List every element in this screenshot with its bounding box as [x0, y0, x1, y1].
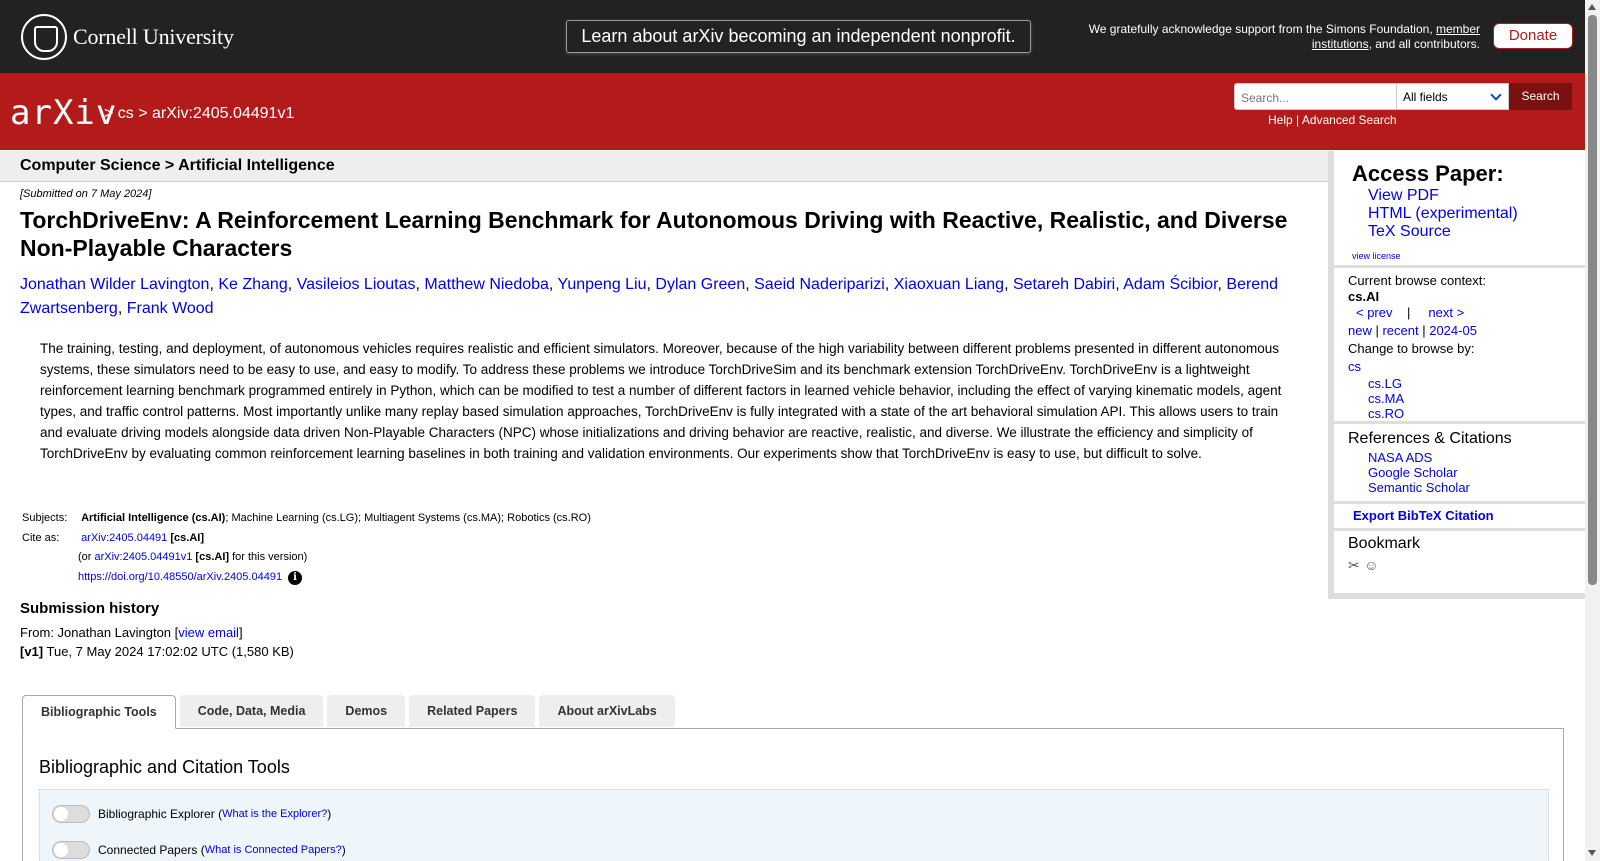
search-input[interactable]: Search... [1234, 83, 1397, 110]
panel-title: Bibliographic and Citation Tools [39, 757, 290, 777]
member-institutions-link[interactable]: member institutions [1311, 22, 1480, 51]
semantic-scholar-link[interactable]: Semantic Scholar [1368, 480, 1470, 495]
browse-cs-lg-link[interactable]: cs.LG [1368, 376, 1402, 391]
chevron-down-icon [1490, 89, 1501, 100]
search-field-select[interactable]: All fields [1396, 83, 1509, 110]
subjects-label: Subjects: [22, 512, 68, 524]
tex-source-link[interactable]: TeX Source [1368, 223, 1451, 240]
author-link[interactable]: Yunpeng Liu [557, 276, 647, 293]
arxiv-header [0, 73, 1585, 150]
view-license-link[interactable]: view license [1352, 251, 1401, 261]
cornell-topbar [0, 0, 1585, 73]
author-link[interactable]: Jonathan Wilder Lavington [20, 276, 210, 293]
search-button[interactable]: Search [1509, 83, 1572, 110]
tab-panel [22, 728, 1564, 861]
browse-cs-ro-link[interactable]: cs.RO [1368, 406, 1405, 421]
view-pdf-link[interactable]: View PDF [1368, 187, 1439, 204]
arxiv-logo[interactable]: arXiv [10, 93, 118, 133]
version-v1: [v1] Tue, 7 May 2024 17:02:02 UTC (1,580 KB) [20, 644, 294, 659]
references-box [1334, 424, 1586, 501]
cornell-logo[interactable] [21, 13, 234, 60]
labs-tabs [22, 695, 679, 729]
page-scrollbar[interactable] [1585, 0, 1600, 861]
context-value: cs.AI [1348, 289, 1380, 304]
author-list: Jonathan Wilder Lavington, Ke Zhang, Vasileios Lioutas, Matthew Niedoba, Yunpeng Liu, Dylan Green, Saeid Naderiparizi, Xiaoxuan Liang, Setareh Dabiri, Adam Ścibior, Berend Zwartsenberg, Frank Wood [20, 276, 1278, 317]
explorer-help-link[interactable]: What is the Explorer? [222, 808, 328, 820]
scroll-thumb[interactable] [1588, 15, 1597, 585]
author-link[interactable]: Adam Ścibior [1123, 276, 1218, 293]
sidebar [1328, 151, 1586, 599]
category-heading: Computer Science > Artificial Intelligence [0, 151, 1328, 182]
reddit-icon[interactable]: ☺ [1364, 557, 1379, 573]
cite-label: Cite as: [22, 531, 60, 544]
cornell-wordmark: Cornell University [73, 23, 234, 49]
author-link[interactable]: Ke Zhang [218, 276, 288, 293]
access-paper-title: Access Paper: [1352, 161, 1504, 186]
paper-metadata: Subjects: Artificial Intelligence (cs.AI); Machine Learning (cs.LG); Multiagent Systems (cs.MA); Robotics (cs.RO) Cite as: arXiv:2405.04491 [cs.AI] (or arXiv:2405.04491v1 [cs.AI] for this version) https://doi.org/10.48550/arXiv.2405.04491 i [20, 509, 591, 587]
abstract: The training, testing, and deployment, of autonomous vehicles requires realistic and efficient simulators. Moreover, because of the high variability between different problems presented in different autonomous systems, these simulators need to be easy to use, and easy to modify. To address these problems we introduce TorchDriveSim and its benchmark extension TorchDriveEnv. TorchDriveEnv is a lightweight reinforcement learning benchmark programmed entirely in Python, which can be modified to test a number of different factors in learned vehicle behavior, including the effect of varying kinematic models, agent types, and traffic control patterns. Most importantly unlike many replay based simulation approaches, TorchDriveEnv is fully integrated with a state of the art behavioral simulation API. This allows users to train and evaluate driving models alongside data driven Non-Playable Characters (NPC) whose initializations and driving behavior are reactive, realistic, and diverse. We illustrate the efficiency and simplicity of TorchDriveEnv by evaluating common reinforcement learning baselines in both training and validation environments. Our experiments show that TorchDriveEnv is easy to use, but difficult to solve. [40, 341, 1282, 461]
html-experimental-link[interactable]: HTML (experimental) [1368, 205, 1518, 222]
tab-bibliographic-tools[interactable]: Bibliographic Tools [22, 695, 176, 729]
listing-links: new | recent | 2024-05 [1348, 323, 1477, 338]
toggle-row-connected-papers: Connected Papers ( What is Connected Papers? ) [52, 841, 346, 859]
recent-link[interactable]: recent [1382, 323, 1419, 338]
author-link[interactable]: Vasileios Lioutas [296, 276, 416, 293]
paper-title: TorchDriveEnv: A Reinforcement Learning Benchmark for Autonomous Driving with Reactive, Realistic, and Diverse Non-Playable Characters [20, 207, 1288, 261]
secondary-subjects: ; Machine Learning (cs.LG); Multiagent Systems (cs.MA); Robotics (cs.RO) [225, 512, 591, 524]
next-link[interactable]: next > [1428, 305, 1465, 320]
tab-related-papers[interactable]: Related Papers [409, 695, 535, 727]
author-link[interactable]: Dylan Green [655, 276, 746, 293]
month-link[interactable]: 2024-05 [1429, 323, 1477, 338]
scroll-down-icon[interactable] [1588, 850, 1596, 856]
bookmark-title: Bookmark [1348, 535, 1421, 552]
submission-from: From: Jonathan Lavington [view email] [20, 625, 243, 640]
nasa-ads-link[interactable]: NASA ADS [1368, 450, 1433, 465]
donate-button[interactable]: Donate [1493, 23, 1573, 49]
primary-subject: Artificial Intelligence (cs.AI) [81, 512, 226, 524]
change-browse-label: Change to browse by: [1348, 341, 1475, 356]
tab-code-data-media[interactable]: Code, Data, Media [180, 695, 324, 727]
cite-id-link[interactable]: arXiv:2405.04491 [81, 531, 168, 544]
author-link[interactable]: Frank Wood [126, 300, 214, 317]
breadcrumb[interactable]: > cs > arXiv:2405.04491v1 [104, 105, 295, 122]
search-help-links: Help | Advanced Search [1268, 113, 1397, 127]
view-email-link[interactable]: view email [178, 625, 239, 640]
submission-history-heading: Submission history [20, 600, 160, 617]
new-link[interactable]: new [1348, 323, 1372, 338]
prev-next-nav: < prev | next > [1356, 305, 1465, 320]
author-link[interactable]: Matthew Niedoba [424, 276, 549, 293]
export-bibtex-link[interactable]: Export BibTeX Citation [1353, 508, 1494, 523]
cornell-seal-icon [21, 14, 67, 60]
tab-about-arxivlabs[interactable]: About arXivLabs [539, 695, 674, 727]
connected-papers-help-link[interactable]: What is Connected Papers? [204, 844, 342, 856]
google-scholar-link[interactable]: Google Scholar [1368, 465, 1458, 480]
bibliographic-explorer-toggle[interactable] [52, 805, 90, 823]
advanced-search-link[interactable]: Advanced Search [1301, 113, 1397, 127]
export-box [1334, 504, 1586, 528]
references-title: References & Citations [1348, 430, 1512, 447]
tab-demos[interactable]: Demos [327, 695, 405, 727]
context-label: Current browse context: [1348, 273, 1487, 288]
prev-link[interactable]: < prev [1356, 305, 1393, 320]
author-link[interactable]: Berend Zwartsenberg [20, 276, 1278, 317]
browse-cs-link[interactable]: cs [1348, 359, 1361, 374]
cite-version-link[interactable]: arXiv:2405.04491v1 [94, 551, 193, 563]
browse-context-box [1334, 268, 1586, 421]
author-link[interactable]: Saeid Naderiparizi [754, 276, 885, 293]
scroll-up-icon[interactable] [1588, 4, 1596, 10]
connected-papers-toggle[interactable] [52, 841, 90, 859]
bibsonomy-icon[interactable]: ✂ [1348, 557, 1360, 573]
toggle-list [39, 789, 1549, 861]
submission-date: [Submitted on 7 May 2024] [20, 188, 152, 200]
support-acknowledgement: We gratefully acknowledge support from the Simons Foundation, member institutions, and all contributors. [1088, 22, 1480, 51]
browse-cs-ma-link[interactable]: cs.MA [1368, 391, 1405, 406]
nonprofit-banner[interactable]: Learn about arXiv becoming an independent nonprofit. [566, 20, 1031, 53]
info-icon[interactable]: i [288, 571, 302, 585]
access-paper-box [1334, 151, 1586, 265]
toggle-row-explorer: Bibliographic Explorer ( What is the Explorer? ) [52, 805, 331, 823]
author-link[interactable]: Xiaoxuan Liang [893, 276, 1005, 293]
author-link[interactable]: Setareh Dabiri [1012, 276, 1116, 293]
bookmark-box [1334, 531, 1586, 593]
help-link[interactable]: Help [1268, 113, 1293, 127]
doi-link[interactable]: https://doi.org/10.48550/arXiv.2405.04491 [78, 570, 283, 583]
